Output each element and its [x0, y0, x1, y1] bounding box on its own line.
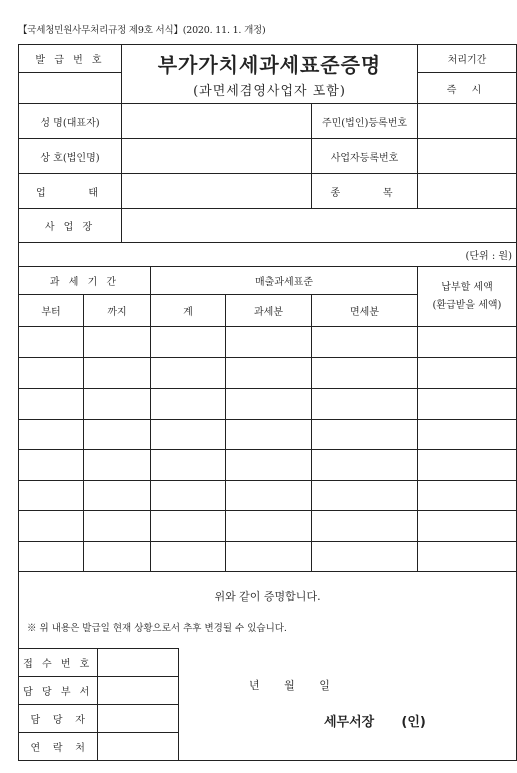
- to-header: 까지: [84, 295, 151, 327]
- taxable-cell[interactable]: [226, 511, 312, 542]
- to-cell[interactable]: [84, 327, 151, 358]
- trade-name-field[interactable]: [122, 139, 312, 174]
- to-cell[interactable]: [84, 542, 151, 572]
- exempt-cell[interactable]: [312, 420, 418, 450]
- name-label: 성 명(대표자): [19, 104, 122, 139]
- taxable-header: 과세분: [226, 295, 312, 327]
- reg-no-label: 주민(법인)등록번호: [312, 104, 418, 139]
- issue-no-field[interactable]: [19, 73, 122, 104]
- from-cell[interactable]: [19, 420, 84, 450]
- payable-cell[interactable]: [418, 542, 517, 572]
- from-cell[interactable]: [19, 358, 84, 389]
- taxable-cell[interactable]: [226, 327, 312, 358]
- to-cell[interactable]: [84, 389, 151, 420]
- contact-label: 연 락 처: [19, 733, 97, 761]
- workplace-field[interactable]: [122, 209, 517, 243]
- payable-cell[interactable]: [418, 450, 517, 481]
- item-label: 종 목: [312, 174, 418, 209]
- payable-cell[interactable]: [418, 420, 517, 450]
- department-label: 담 당 부 서: [19, 677, 97, 705]
- form-header: 【국세청민원사무처리규정 제9호 서식】(2020. 11. 1. 개정): [18, 25, 266, 36]
- footer-block: [19, 572, 517, 761]
- department-field[interactable]: [97, 677, 178, 705]
- officer-field[interactable]: [97, 705, 178, 733]
- exempt-cell[interactable]: [312, 542, 418, 572]
- payable-tax-header: [418, 267, 517, 327]
- table-row: [19, 450, 517, 481]
- workplace-label: 사 업 장: [19, 209, 122, 243]
- payable-cell[interactable]: [418, 481, 517, 511]
- taxable-cell[interactable]: [226, 542, 312, 572]
- payable-cell[interactable]: [418, 358, 517, 389]
- taxable-cell[interactable]: [226, 450, 312, 481]
- exempt-cell[interactable]: [312, 327, 418, 358]
- table-row: [19, 511, 517, 542]
- payable-cell[interactable]: [418, 511, 517, 542]
- total-cell[interactable]: [151, 389, 226, 420]
- confirm-text: 위와 같이 증명합니다.: [214, 590, 321, 603]
- receipt-no-label: 접 수 번 호: [19, 649, 97, 677]
- payable-cell[interactable]: [418, 389, 517, 420]
- total-cell[interactable]: [151, 542, 226, 572]
- issue-no-label: 발 급 번 호: [19, 45, 122, 73]
- from-cell[interactable]: [19, 450, 84, 481]
- to-cell[interactable]: [84, 481, 151, 511]
- name-field[interactable]: [122, 104, 312, 139]
- officer-label: 담 당 자: [19, 705, 97, 733]
- total-cell[interactable]: [151, 511, 226, 542]
- form-subtitle: (과면세겸영사업자 포함): [193, 84, 346, 99]
- total-cell[interactable]: [151, 481, 226, 511]
- refund-label: (환급받을 세액): [432, 299, 502, 311]
- to-cell[interactable]: [84, 511, 151, 542]
- form-title: 부가가치세과세표준증명: [157, 53, 382, 77]
- exempt-cell[interactable]: [312, 511, 418, 542]
- taxable-cell[interactable]: [226, 420, 312, 450]
- to-cell[interactable]: [84, 450, 151, 481]
- exempt-cell[interactable]: [312, 358, 418, 389]
- biz-reg-no-label: 사업자등록번호: [312, 139, 418, 174]
- total-cell[interactable]: [151, 327, 226, 358]
- from-cell[interactable]: [19, 542, 84, 572]
- biz-reg-no-field[interactable]: [418, 139, 517, 174]
- period-header: 과 세 기 간: [19, 267, 151, 295]
- processing-period-label: 처리기간: [418, 45, 517, 73]
- taxable-cell[interactable]: [226, 389, 312, 420]
- taxable-cell[interactable]: [226, 358, 312, 389]
- exempt-header: 면세분: [312, 295, 418, 327]
- from-cell[interactable]: [19, 511, 84, 542]
- exempt-cell[interactable]: [312, 389, 418, 420]
- from-header: 부터: [19, 295, 84, 327]
- contact-field[interactable]: [97, 733, 178, 761]
- taxable-cell[interactable]: [226, 481, 312, 511]
- table-row: [19, 481, 517, 511]
- reg-no-field[interactable]: [418, 104, 517, 139]
- table-row: [19, 389, 517, 420]
- exempt-cell[interactable]: [312, 450, 418, 481]
- total-header: 계: [151, 295, 226, 327]
- from-cell[interactable]: [19, 481, 84, 511]
- payable-label: 납부할 세액: [441, 281, 493, 293]
- table-row: [19, 542, 517, 572]
- business-type-label: 업 태: [19, 174, 122, 209]
- tax-base-header: 매출과세표준: [151, 267, 418, 295]
- certificate-form: [18, 44, 517, 761]
- total-cell[interactable]: [151, 358, 226, 389]
- to-cell[interactable]: [84, 358, 151, 389]
- exempt-cell[interactable]: [312, 481, 418, 511]
- table-row: [19, 327, 517, 358]
- table-row: [19, 358, 517, 389]
- title-block: [122, 45, 418, 104]
- from-cell[interactable]: [19, 327, 84, 358]
- tax-office-signature: 세무서장 (인): [324, 715, 426, 730]
- total-cell[interactable]: [151, 450, 226, 481]
- note-text: ※ 위 내용은 발급일 현재 상황으로서 추후 변경될 수 있습니다.: [27, 623, 287, 634]
- table-row: [19, 420, 517, 450]
- date-line: 년 월 일: [249, 679, 330, 692]
- to-cell[interactable]: [84, 420, 151, 450]
- total-cell[interactable]: [151, 420, 226, 450]
- processing-period-value: 즉 시: [418, 73, 517, 104]
- payable-cell[interactable]: [418, 327, 517, 358]
- contact-table: [19, 648, 179, 761]
- trade-name-label: 상 호(법인명): [19, 139, 122, 174]
- unit-label: (단위 : 원): [19, 243, 517, 267]
- business-type-field[interactable]: [122, 174, 312, 209]
- from-cell[interactable]: [19, 389, 84, 420]
- receipt-no-field[interactable]: [97, 649, 178, 677]
- item-field[interactable]: [418, 174, 517, 209]
